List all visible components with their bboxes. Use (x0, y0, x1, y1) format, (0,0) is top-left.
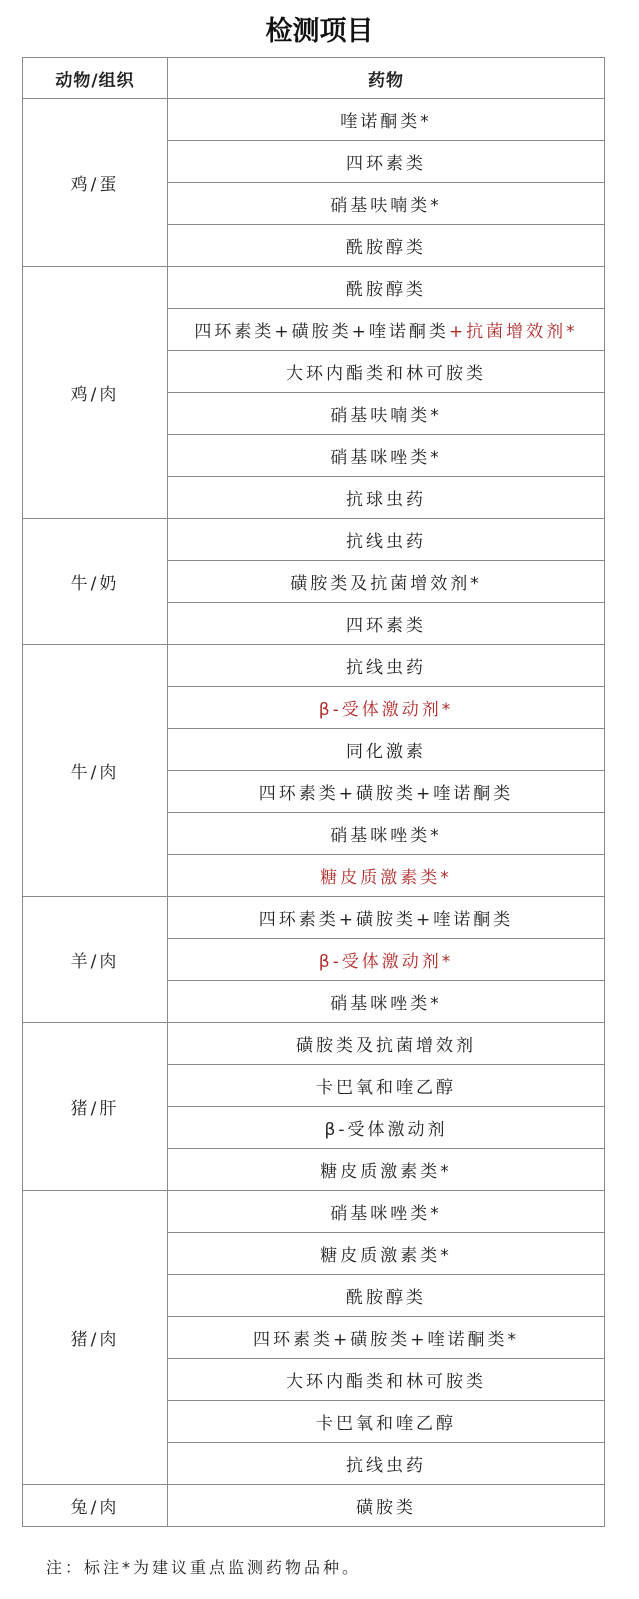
drug-text: 磺胺类及抗菌增效剂 (296, 1036, 476, 1056)
drug-text: 硝基咪唑类* (330, 448, 442, 468)
drug-text: 四环素类+磺胺类+喹诺酮类 (194, 322, 449, 342)
drug-text: β-受体激动剂 (324, 1120, 448, 1140)
header-animal: 动物/组织 (23, 58, 168, 99)
drug-cell (168, 1065, 605, 1107)
table-row (23, 1023, 605, 1065)
drug-cell (168, 183, 605, 225)
page-title: 检测项目 (265, 16, 374, 47)
drug-text: 硝基呋喃类* (330, 196, 442, 216)
highlighted-drug-text: β-受体激动剂* (318, 700, 454, 720)
drug-text: 硝基咪唑类* (330, 1204, 442, 1224)
drug-text: 四环素类 (346, 154, 426, 174)
drug-text: 酰胺醇类 (346, 238, 426, 258)
drug-cell (168, 141, 605, 183)
animal-tissue-cell: 兔/肉 (23, 1485, 168, 1527)
drug-text: 糖皮质激素类* (320, 1162, 452, 1182)
highlighted-drug-text: +抗菌增效剂* (448, 322, 578, 342)
drug-cell (168, 981, 605, 1023)
table-row (23, 1191, 605, 1233)
drug-cell (168, 1149, 605, 1191)
drug-text: 抗线虫药 (346, 1456, 426, 1476)
drug-cell (168, 1401, 605, 1443)
animal-tissue-cell: 鸡/肉 (23, 267, 168, 519)
drug-cell (168, 1023, 605, 1065)
table-row (23, 1485, 605, 1527)
highlighted-drug-text: β-受体激动剂* (318, 952, 454, 972)
drug-cell (168, 393, 605, 435)
drug-cell (168, 1317, 605, 1359)
animal-tissue-cell: 牛/肉 (23, 645, 168, 897)
highlighted-drug-text: 糖皮质激素类* (320, 868, 452, 888)
drug-cell (168, 561, 605, 603)
animal-tissue-cell: 猪/肝 (23, 1023, 168, 1191)
drug-cell (168, 1233, 605, 1275)
drug-cell (168, 477, 605, 519)
drug-text: 硝基呋喃类* (330, 406, 442, 426)
header-drug: 药物 (168, 58, 605, 99)
drug-text: 四环素类+磺胺类+喹诺酮类 (258, 784, 514, 804)
drug-cell (168, 687, 605, 729)
drug-text: 抗球虫药 (346, 490, 426, 510)
footnote: 注：标注*为建议重点监测药物品种。 (46, 1558, 362, 1577)
animal-tissue-cell: 牛/奶 (23, 519, 168, 645)
table-row (23, 99, 605, 141)
drug-cell (168, 813, 605, 855)
drug-cell (168, 603, 605, 645)
drug-cell (168, 1107, 605, 1149)
drug-text: 酰胺醇类 (346, 1288, 426, 1308)
drug-text: 磺胺类及抗菌增效剂* (290, 574, 482, 594)
drug-text: 磺胺类 (356, 1498, 416, 1518)
drug-cell (168, 1275, 605, 1317)
animal-tissue-cell: 猪/肉 (23, 1191, 168, 1485)
drug-cell (168, 351, 605, 393)
drug-text: 同化激素 (346, 742, 426, 762)
drug-cell (168, 1485, 605, 1527)
drug-text: 喹诺酮类* (340, 112, 432, 132)
drug-text: 抗线虫药 (346, 532, 426, 552)
drug-text: 糖皮质激素类* (320, 1246, 452, 1266)
drug-cell (168, 225, 605, 267)
drug-cell (168, 645, 605, 687)
table-body (23, 99, 605, 1527)
animal-tissue-cell: 羊/肉 (23, 897, 168, 1023)
drug-text: 四环素类+磺胺类+喹诺酮类 (258, 910, 514, 930)
drug-cell (168, 855, 605, 897)
table-row (23, 519, 605, 561)
drug-cell (168, 939, 605, 981)
drug-cell (168, 519, 605, 561)
drug-testing-table (22, 57, 605, 1527)
drug-cell (168, 1359, 605, 1401)
drug-text: 硝基咪唑类* (330, 994, 442, 1014)
drug-text: 大环内酯类和林可胺类 (286, 1372, 486, 1392)
drug-text: 硝基咪唑类* (330, 826, 442, 846)
table-header-row (23, 58, 605, 99)
drug-cell (168, 309, 605, 351)
drug-text: 大环内酯类和林可胺类 (286, 364, 486, 384)
drug-text: 四环素类 (346, 616, 426, 636)
drug-cell (168, 99, 605, 141)
drug-cell (168, 897, 605, 939)
drug-text: 抗线虫药 (346, 658, 426, 678)
drug-cell (168, 1443, 605, 1485)
drug-cell (168, 435, 605, 477)
table-row (23, 897, 605, 939)
drug-cell (168, 771, 605, 813)
table-row (23, 645, 605, 687)
drug-cell (168, 1191, 605, 1233)
drug-text: 卡巴氧和喹乙醇 (316, 1414, 456, 1434)
drug-text: 酰胺醇类 (346, 280, 426, 300)
table-row (23, 267, 605, 309)
drug-text: 卡巴氧和喹乙醇 (316, 1078, 456, 1098)
drug-text: 四环素类+磺胺类+喹诺酮类* (253, 1330, 519, 1350)
drug-cell (168, 267, 605, 309)
animal-tissue-cell: 鸡/蛋 (23, 99, 168, 267)
drug-cell (168, 729, 605, 771)
